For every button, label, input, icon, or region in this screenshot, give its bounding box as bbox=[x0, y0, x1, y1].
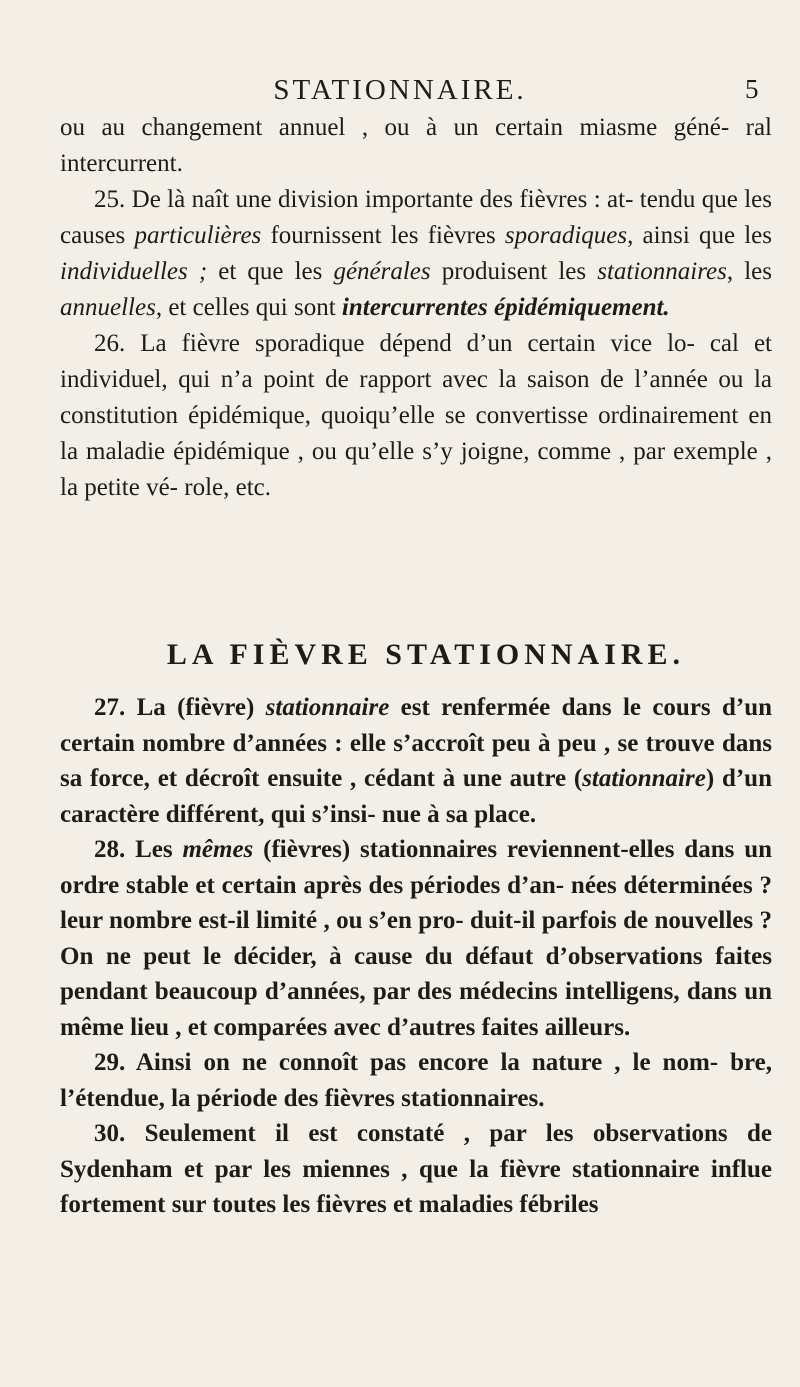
page-number: 5 bbox=[745, 74, 759, 104]
paragraph-27 bbox=[60, 690, 772, 832]
p25-n: intercurrentes épidémiquement. bbox=[341, 294, 670, 321]
p25-k: , les bbox=[726, 258, 772, 285]
p25-j: stationnaires bbox=[597, 258, 727, 285]
p28-c: (fièvres) stationnaires reviennent-elles dans un ordre stable et certain après des périodes d’an- nées déterminées ? leur nombre est-il limité , ou s’en pro- duit-il parfois de nouvelles ? On ne peut le décider, à cause du défaut d’observations faites pendant beaucoup d’années, par des médecins intelligens, dans un même lieu , et comparées avec d’autres faites ailleurs. bbox=[60, 836, 773, 1041]
paragraph-29: 29. Ainsi on ne connoît pas encore la nature , le nom- bre, l’étendue, la période des fièvres stationnaires. bbox=[60, 1049, 772, 1112]
p25-g: et que les bbox=[207, 258, 334, 285]
p28-a: 28. Les bbox=[94, 836, 183, 863]
p25-l: annuelles bbox=[60, 294, 156, 321]
paragraph-26: 26. La fièvre sporadique dépend d’un certain vice lo- cal et individuel, qui n’a point de rapport avec la saison de l’année ou la constitution épidémique, quoiqu’elle se convertisse ordinairement en la maladie épidémique , ou qu’elle s’y joigne, comme , par exemple , la petite vé- role, etc. bbox=[60, 330, 772, 501]
p27-b: stationnaire bbox=[265, 694, 390, 721]
p25-c: fournissent les fièvres bbox=[261, 222, 505, 249]
section-title: LA FIÈVRE STATIONNAIRE. bbox=[166, 638, 686, 671]
p25-e: , ainsi que les bbox=[627, 222, 772, 249]
p27-c: est renfermée dans le cours d’un certain nombre d’années : elle s’accroît peu à peu , se trouve dans sa force, et décroît ensuite , cédant à une autre ( bbox=[60, 694, 772, 792]
p25-a: 25. De là naît une division importante des fièvres : at- tendu que les causes bbox=[60, 186, 772, 249]
p25-h: générales bbox=[333, 258, 431, 285]
body-text-section bbox=[60, 690, 772, 1223]
paragraph-28 bbox=[60, 832, 772, 1045]
p27-d: stationnaire bbox=[582, 765, 706, 792]
paragraph-30: 30. Seulement il est constaté , par les observations de Sydenham et par les miennes , que la fièvre stationnaire influe fortement sur toutes les fièvres et maladies fébriles bbox=[60, 1120, 772, 1218]
p25-m: , et celles qui sont bbox=[155, 294, 342, 321]
p25-b: particulières bbox=[134, 222, 262, 249]
paragraph-continuation: ou au changement annuel , ou à un certain miasme géné- ral intercurrent. bbox=[60, 114, 772, 177]
running-title: STATIONNAIRE. bbox=[273, 74, 527, 106]
p25-f: individuelles ; bbox=[60, 258, 208, 285]
p27-e: ) d’un caractère différent, qui s’insi- nue à sa place. bbox=[60, 765, 772, 828]
p27-a: 27. La (fièvre) bbox=[94, 694, 266, 721]
p28-b: mêmes bbox=[182, 836, 254, 863]
p25-i: produisent les bbox=[430, 258, 598, 285]
paragraph-25 bbox=[60, 182, 772, 326]
p25-d: sporadiques bbox=[504, 222, 628, 249]
body-text-top bbox=[60, 110, 772, 506]
